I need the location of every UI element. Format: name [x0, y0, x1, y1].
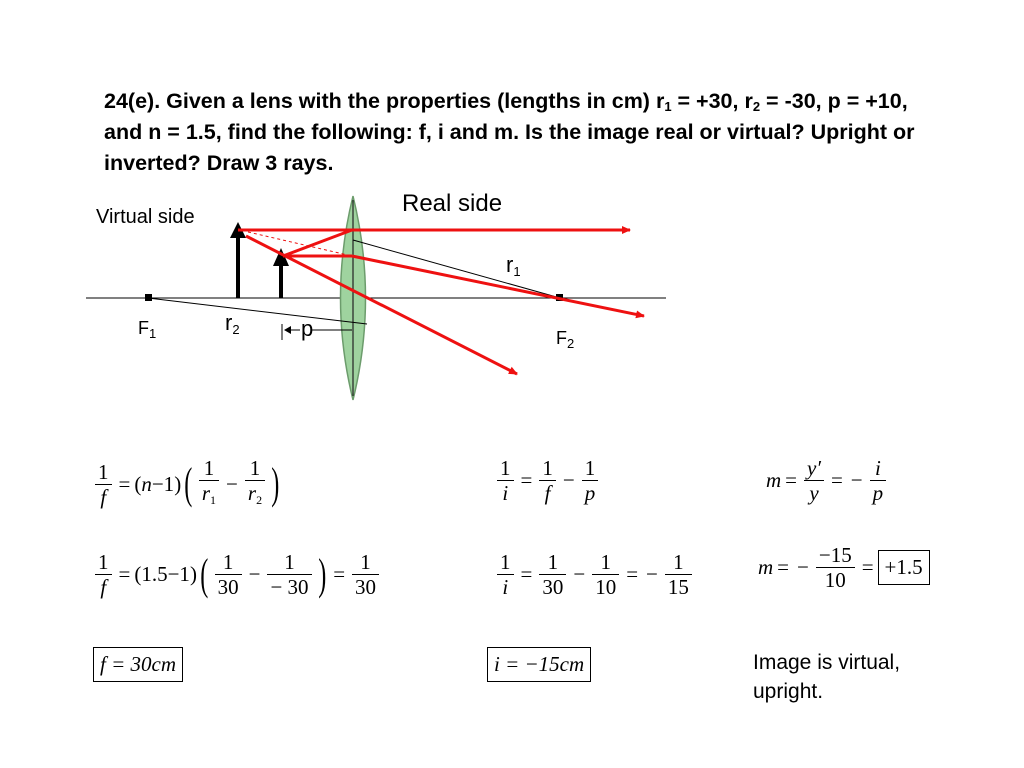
- ray-central-down: [246, 236, 517, 374]
- construction-line-f2: [353, 240, 560, 298]
- conclusion-text: [753, 648, 900, 706]
- f-result: f = 30cm: [93, 647, 183, 682]
- ray-from-object-up: [283, 230, 352, 256]
- m-result: +1.5: [878, 550, 930, 585]
- lensmaker-equation: $\frac{1}{f}$ = ( n −1 ) ( $\frac{1}{r1}$ − $\frac{1}{r2}$ ): [92, 456, 283, 512]
- conclusion-line-2: upright.: [753, 680, 824, 703]
- construction-line-f1: [148, 298, 367, 324]
- focal-point-1: [145, 294, 152, 301]
- p-dimension-arrowhead: [284, 326, 291, 334]
- thin-lens-numeric-equation: $\frac{1}{i}$ = $\frac{1}{30}$ − $\frac{1}{10}$ = − $\frac{1}{15}$: [494, 550, 695, 599]
- f2-label: $F_2$: [556, 328, 575, 351]
- r2-label: $r_2$: [225, 310, 240, 337]
- problem-statement: 24(e). Given a lens with the properties (lengths in cm) $r_1 = +30$, $r_2 = -30$, p = +10, and n = 1.5, find the following: f, i and m. Is the image real or virtual? Upright or inverted? Draw 3 rays.: [104, 89, 915, 175]
- virtual-side-label: Virtual side: [96, 206, 195, 228]
- magnification-equation: m = $\frac{y'}{y}$ = − $\frac{i}{p}$: [766, 456, 889, 505]
- real-side-label: Real side: [402, 190, 503, 217]
- r1-label: $r_1$: [506, 252, 521, 279]
- i-result: i = −15cm: [487, 647, 591, 682]
- p-label: p: [301, 316, 314, 341]
- ray-refracted-to-f2: [352, 256, 644, 316]
- conclusion-line-1: Image is virtual,: [753, 651, 901, 674]
- magnification-numeric-equation: m = − $\frac{-15}{10}$ = +1.5: [758, 543, 930, 592]
- thin-lens-equation: $\frac{1}{i}$ = $\frac{1}{f}$ − $\frac{1}{p}$: [494, 456, 601, 505]
- f1-label: $F_1$: [138, 318, 157, 341]
- lensmaker-numeric-equation: $\frac{1}{f}$ = ( 1.5 −1 ) ( $\frac{1}{30}$ − $\frac{1}{- 30}$ ) = $\frac{1}{30}$: [92, 550, 382, 599]
